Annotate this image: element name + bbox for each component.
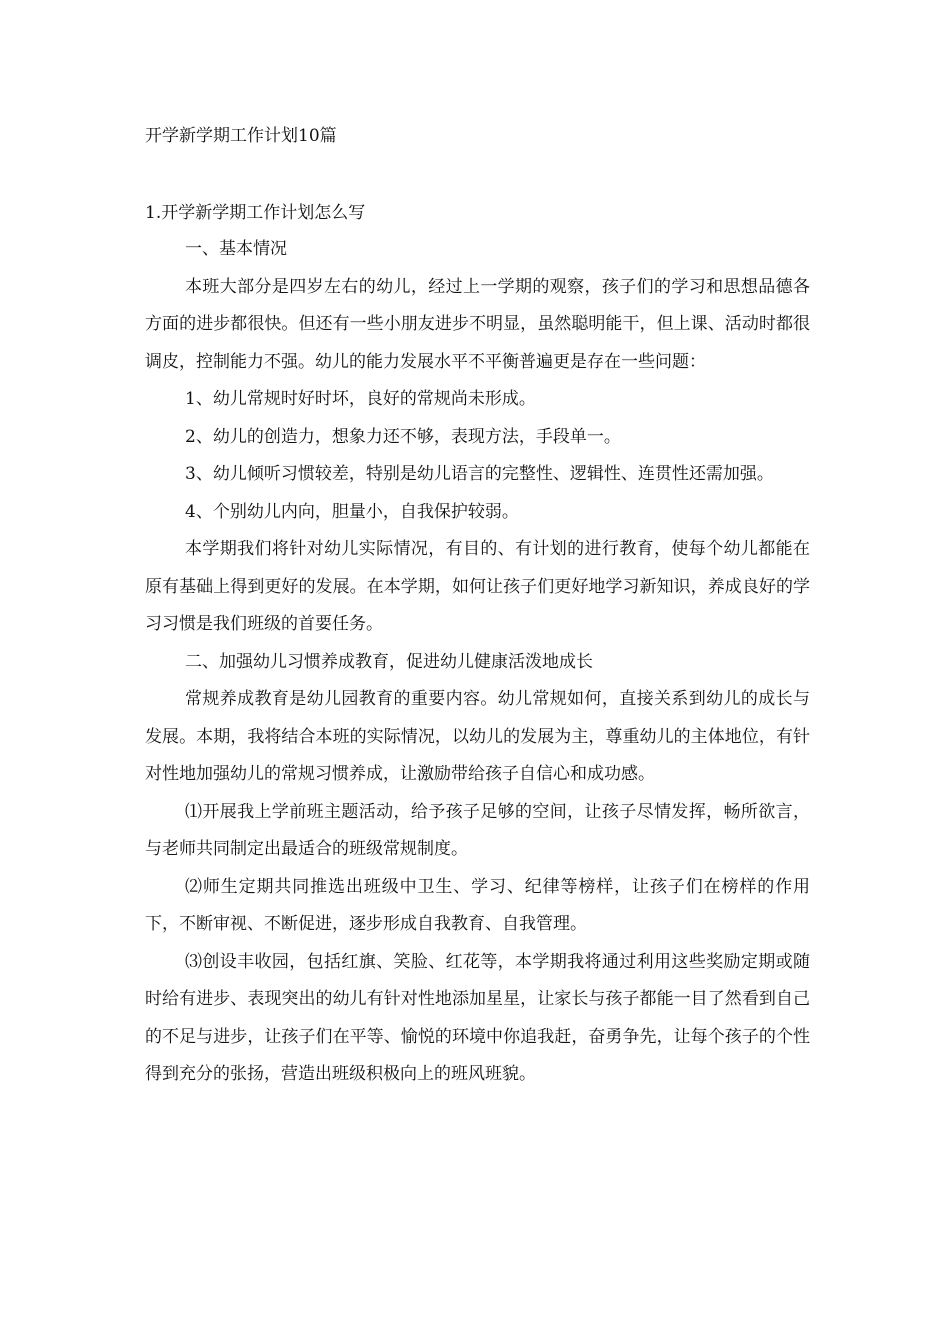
- list-item: ⑴开展我上学前班主题活动，给予孩子足够的空间，让孩子尽情发挥，畅所欲言，与老师共同制定出最适合的班级常规制度。: [145, 801, 810, 859]
- document-body: [145, 197, 810, 1094]
- list-item: 4、个别幼儿内向，胆量小，自我保护较弱。: [185, 501, 519, 522]
- paragraph: 常规养成教育是幼儿园教育的重要内容。幼儿常规如何，直接关系到幼儿的成长与发展。本期，我将结合本班的实际情况，以幼儿的发展为主，尊重幼儿的主体地位，有针对性地加强幼儿的常规习惯养成，让激励带给孩子自信心和成功感。: [145, 689, 810, 784]
- list-item: 2、幼儿的创造力，想象力还不够，表现方法，手段单一。: [185, 426, 621, 447]
- paragraph: 本学期我们将针对幼儿实际情况，有目的、有计划的进行教育，使每个幼儿都能在原有基础上得到更好的发展。在本学期，如何让孩子们更好地学习新知识，养成良好的学习习惯是我们班级的首要任务。: [145, 539, 810, 634]
- subheading-basic-situation: 一、基本情况: [185, 239, 287, 259]
- section-heading: 1.开学新学期工作计划怎么写: [145, 203, 366, 223]
- list-item: ⑵师生定期共同推选出班级中卫生、学习、纪律等榜样，让孩子们在榜样的作用下，不断审视、不断促进，逐步形成自我教育、自我管理。: [145, 876, 810, 934]
- paragraph: 本班大部分是四岁左右的幼儿，经过上一学期的观察，孩子们的学习和思想品德各方面的进步都很快。但还有一些小朋友进步不明显，虽然聪明能干，但上课、活动时都很调皮，控制能力不强。幼儿的能力发展水平不平衡普遍更是存在一些问题：: [145, 276, 810, 372]
- list-item: 1、幼儿常规时好时坏，良好的常规尚未形成。: [185, 389, 536, 409]
- list-item: ⑶创设丰收园，包括红旗、笑脸、红花等，本学期我将通过利用这些奖励定期或随时给有进步、表现突出的幼儿有针对性地添加星星，让家长与孩子都能一目了然看到自己的不足与进步，让孩子们在平等、愉悦的环境中你追我赶，奋勇争先，让每个孩子的个性得到充分的张扬，营造出班级积极向上的班风班貌。: [145, 951, 810, 1084]
- list-item: 3、幼儿倾听习惯较差，特别是幼儿语言的完整性、逻辑性、连贯性还需加强。: [185, 464, 774, 484]
- document-title: 开学新学期工作计划10篇: [145, 126, 337, 146]
- subheading-habit-education: 二、加强幼儿习惯养成教育，促进幼儿健康活泼地成长: [185, 651, 593, 672]
